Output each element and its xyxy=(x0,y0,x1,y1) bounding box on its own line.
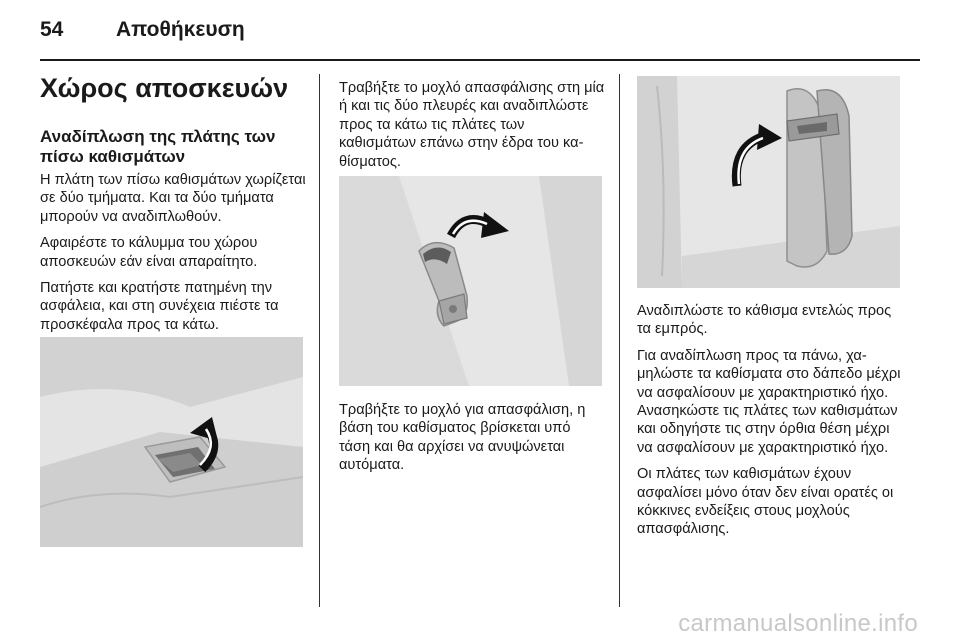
column-2-text-top xyxy=(339,79,605,179)
column-1-text xyxy=(40,171,306,342)
page-header xyxy=(40,18,920,48)
paragraph: Τραβήξτε το μοχλό για απασφάλιση, η βάση του καθίσματος βρίσκεται υπό τάση και θα αρχίσει να ανυψώνεται αυτόματα. xyxy=(339,402,586,474)
release-lever-illustration xyxy=(339,176,602,386)
paragraph: Για αναδίπλωση προς τα πάνω, χαμηλώστε τα καθίσματα στο δάπεδο μέχρι να ασφαλίσουν με χαρακτηριστικό ήχο. Ανασηκώστε τις πλάτες των καθισμάτων και οδηγήστε τις στην όρθια θέση μέχρι να ασφαλίσουν με χαρακτηριστικό ήχο. xyxy=(637,347,901,456)
headrest-latch-illustration xyxy=(40,337,303,547)
figure-headrest-latch xyxy=(40,337,303,547)
watermark: carmanualsonline.info xyxy=(678,610,918,637)
column-divider xyxy=(619,74,620,607)
figure-folded-seat xyxy=(637,76,900,288)
paragraph: Αναδιπλώστε το κάθισμα εντελώς προς τα εμπρός. xyxy=(637,303,892,338)
header-rule xyxy=(40,59,920,61)
page-number: 54 xyxy=(40,18,64,41)
paragraph: Πατήστε και κρατήστε πατημένη την ασφάλεια, και στη συνέχεια πιέστε τα προσκέφαλα προς τα κάτω. xyxy=(40,280,279,333)
subsection-title: Αναδίπλωση της πλάτης των πίσω καθισμάτων xyxy=(40,127,276,166)
paragraph: Αφαιρέστε το κάλυμμα του χώρου αποσκευών εάν είναι απαραίτητο. xyxy=(40,235,258,270)
paragraph: Η πλάτη των πίσω καθισμάτων χωρίζεται σε δύο τμήματα. Και τα δύο τμήματα μπορούν να αναδιπλωθούν. xyxy=(40,172,306,225)
section-title: Χώρος αποσκευών xyxy=(40,73,289,103)
figure-release-lever xyxy=(339,176,602,386)
paragraph: Οι πλάτες των καθισμάτων έχουν ασφαλίσει μόνο όταν δεν είναι ορατές οι κόκκινες ενδείξεις στους μοχλούς απασφάλισης. xyxy=(637,466,894,538)
page-title: Αποθήκευση xyxy=(116,18,245,41)
column-3-text xyxy=(637,302,903,547)
paragraph: Τραβήξτε το μοχλό απασφάλισης στη μία ή και τις δύο πλευρές και αναδιπλώστε προς τα κάτω τις πλάτες των καθισμάτων επάνω στην έδρα του καθίσματος. xyxy=(339,80,605,170)
column-divider xyxy=(319,74,320,607)
column-2-text-bottom xyxy=(339,401,605,483)
folded-seat-illustration xyxy=(637,76,900,288)
